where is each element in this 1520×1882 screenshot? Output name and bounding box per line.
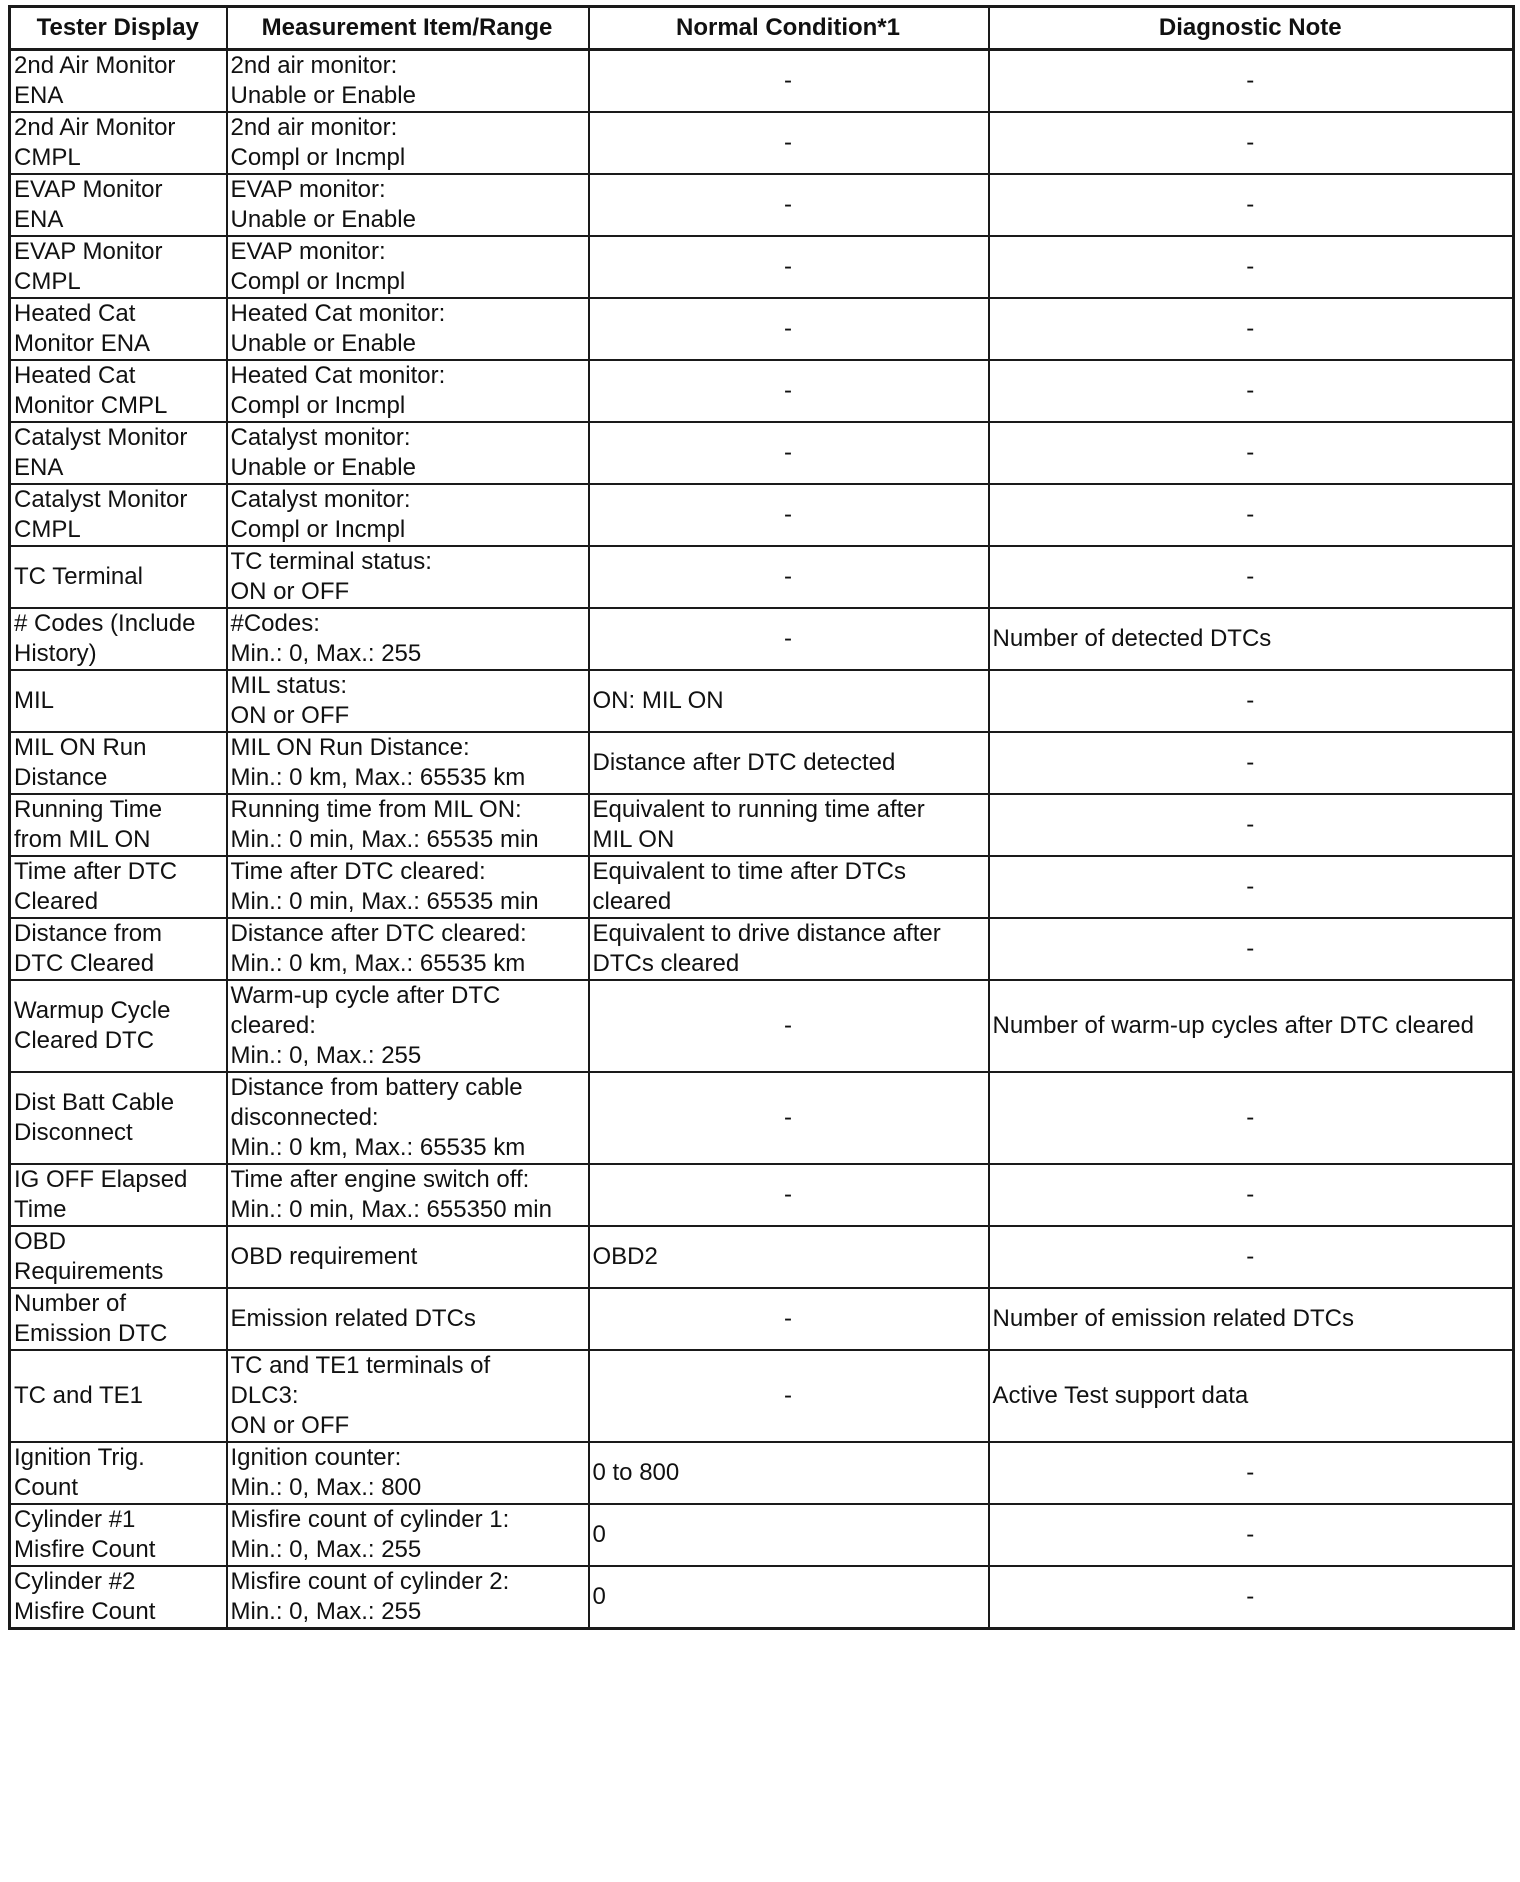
cell-tester-display: Running Time from MIL ON	[10, 794, 227, 856]
cell-diagnostic-note: -	[989, 546, 1514, 608]
cell-normal-condition: -	[589, 1164, 989, 1226]
cell-measurement-item: 2nd air monitor: Unable or Enable	[227, 50, 589, 113]
cell-measurement-item: Heated Cat monitor: Compl or Incmpl	[227, 360, 589, 422]
cell-diagnostic-note: Number of emission related DTCs	[989, 1288, 1514, 1350]
cell-diagnostic-note: Number of detected DTCs	[989, 608, 1514, 670]
cell-tester-display: Ignition Trig. Count	[10, 1442, 227, 1504]
data-list-table	[8, 5, 1515, 1630]
cell-normal-condition: 0 to 800	[589, 1442, 989, 1504]
table-row	[10, 670, 1514, 732]
header-normal-condition: Normal Condition*1	[589, 7, 989, 50]
cell-diagnostic-note: -	[989, 298, 1514, 360]
cell-normal-condition: -	[589, 236, 989, 298]
header-tester-display: Tester Display	[10, 7, 227, 50]
table-row	[10, 546, 1514, 608]
cell-measurement-item: Heated Cat monitor: Unable or Enable	[227, 298, 589, 360]
cell-normal-condition: OBD2	[589, 1226, 989, 1288]
cell-tester-display: Number of Emission DTC	[10, 1288, 227, 1350]
cell-diagnostic-note: -	[989, 1566, 1514, 1629]
cell-normal-condition: ON: MIL ON	[589, 670, 989, 732]
cell-tester-display: Catalyst Monitor ENA	[10, 422, 227, 484]
table-body	[10, 50, 1514, 1629]
cell-diagnostic-note: -	[989, 50, 1514, 113]
cell-tester-display: MIL ON Run Distance	[10, 732, 227, 794]
table-row	[10, 236, 1514, 298]
cell-measurement-item: #Codes: Min.: 0, Max.: 255	[227, 608, 589, 670]
table-row	[10, 856, 1514, 918]
cell-measurement-item: TC and TE1 terminals of DLC3: ON or OFF	[227, 1350, 589, 1442]
cell-diagnostic-note: -	[989, 1072, 1514, 1164]
cell-diagnostic-note: -	[989, 732, 1514, 794]
data-list-table-wrapper	[8, 5, 1512, 1630]
cell-measurement-item: Ignition counter: Min.: 0, Max.: 800	[227, 1442, 589, 1504]
cell-tester-display: Heated Cat Monitor ENA	[10, 298, 227, 360]
cell-diagnostic-note: -	[989, 360, 1514, 422]
cell-normal-condition: Equivalent to running time after MIL ON	[589, 794, 989, 856]
cell-normal-condition: 0	[589, 1566, 989, 1629]
cell-measurement-item: MIL status: ON or OFF	[227, 670, 589, 732]
cell-tester-display: 2nd Air Monitor CMPL	[10, 112, 227, 174]
cell-diagnostic-note: -	[989, 112, 1514, 174]
cell-tester-display: # Codes (Include History)	[10, 608, 227, 670]
cell-measurement-item: Distance after DTC cleared: Min.: 0 km, Max.: 65535 km	[227, 918, 589, 980]
cell-normal-condition: Distance after DTC detected	[589, 732, 989, 794]
cell-diagnostic-note: Number of warm-up cycles after DTC cleared	[989, 980, 1514, 1072]
cell-measurement-item: Time after DTC cleared: Min.: 0 min, Max.: 65535 min	[227, 856, 589, 918]
table-row	[10, 360, 1514, 422]
cell-normal-condition: -	[589, 360, 989, 422]
cell-measurement-item: Running time from MIL ON: Min.: 0 min, Max.: 65535 min	[227, 794, 589, 856]
cell-normal-condition: -	[589, 1288, 989, 1350]
cell-measurement-item: OBD requirement	[227, 1226, 589, 1288]
cell-normal-condition: 0	[589, 1504, 989, 1566]
table-row	[10, 298, 1514, 360]
table-row	[10, 1566, 1514, 1629]
cell-tester-display: TC Terminal	[10, 546, 227, 608]
table-row	[10, 484, 1514, 546]
cell-normal-condition: Equivalent to drive distance after DTCs cleared	[589, 918, 989, 980]
table-row	[10, 1504, 1514, 1566]
cell-measurement-item: Catalyst monitor: Compl or Incmpl	[227, 484, 589, 546]
table-row	[10, 608, 1514, 670]
table-row	[10, 50, 1514, 113]
cell-tester-display: EVAP Monitor ENA	[10, 174, 227, 236]
cell-normal-condition: -	[589, 1350, 989, 1442]
cell-diagnostic-note: -	[989, 794, 1514, 856]
table-row	[10, 1164, 1514, 1226]
cell-normal-condition: -	[589, 484, 989, 546]
cell-normal-condition: -	[589, 112, 989, 174]
table-row	[10, 174, 1514, 236]
cell-tester-display: Catalyst Monitor CMPL	[10, 484, 227, 546]
cell-tester-display: Time after DTC Cleared	[10, 856, 227, 918]
cell-measurement-item: EVAP monitor: Compl or Incmpl	[227, 236, 589, 298]
cell-normal-condition: -	[589, 174, 989, 236]
cell-tester-display: TC and TE1	[10, 1350, 227, 1442]
cell-measurement-item: Warm-up cycle after DTC cleared: Min.: 0, Max.: 255	[227, 980, 589, 1072]
cell-tester-display: Cylinder #2 Misfire Count	[10, 1566, 227, 1629]
cell-measurement-item: Misfire count of cylinder 2: Min.: 0, Max.: 255	[227, 1566, 589, 1629]
table-row	[10, 1442, 1514, 1504]
cell-tester-display: Distance from DTC Cleared	[10, 918, 227, 980]
cell-tester-display: Dist Batt Cable Disconnect	[10, 1072, 227, 1164]
cell-diagnostic-note: -	[989, 1504, 1514, 1566]
cell-tester-display: Heated Cat Monitor CMPL	[10, 360, 227, 422]
cell-diagnostic-note: -	[989, 856, 1514, 918]
cell-normal-condition: -	[589, 50, 989, 113]
cell-tester-display: EVAP Monitor CMPL	[10, 236, 227, 298]
table-row	[10, 1350, 1514, 1442]
table-row	[10, 112, 1514, 174]
cell-normal-condition: -	[589, 298, 989, 360]
table-row	[10, 918, 1514, 980]
cell-tester-display: Cylinder #1 Misfire Count	[10, 1504, 227, 1566]
cell-measurement-item: MIL ON Run Distance: Min.: 0 km, Max.: 65535 km	[227, 732, 589, 794]
cell-measurement-item: Distance from battery cable disconnected: Min.: 0 km, Max.: 65535 km	[227, 1072, 589, 1164]
cell-diagnostic-note: -	[989, 1226, 1514, 1288]
table-row	[10, 732, 1514, 794]
cell-measurement-item: Catalyst monitor: Unable or Enable	[227, 422, 589, 484]
cell-normal-condition: Equivalent to time after DTCs cleared	[589, 856, 989, 918]
table-row	[10, 1288, 1514, 1350]
cell-tester-display: IG OFF Elapsed Time	[10, 1164, 227, 1226]
cell-measurement-item: 2nd air monitor: Compl or Incmpl	[227, 112, 589, 174]
cell-measurement-item: Time after engine switch off: Min.: 0 min, Max.: 655350 min	[227, 1164, 589, 1226]
cell-diagnostic-note: -	[989, 1164, 1514, 1226]
cell-diagnostic-note: -	[989, 174, 1514, 236]
cell-measurement-item: TC terminal status: ON or OFF	[227, 546, 589, 608]
cell-diagnostic-note: -	[989, 422, 1514, 484]
cell-diagnostic-note: -	[989, 484, 1514, 546]
cell-normal-condition: -	[589, 608, 989, 670]
cell-tester-display: Warmup Cycle Cleared DTC	[10, 980, 227, 1072]
cell-tester-display: MIL	[10, 670, 227, 732]
cell-measurement-item: Emission related DTCs	[227, 1288, 589, 1350]
cell-diagnostic-note: -	[989, 670, 1514, 732]
table-row	[10, 1072, 1514, 1164]
cell-normal-condition: -	[589, 422, 989, 484]
table-row	[10, 980, 1514, 1072]
cell-tester-display: OBD Requirements	[10, 1226, 227, 1288]
cell-diagnostic-note: -	[989, 918, 1514, 980]
cell-diagnostic-note: -	[989, 236, 1514, 298]
cell-tester-display: 2nd Air Monitor ENA	[10, 50, 227, 113]
table-row	[10, 794, 1514, 856]
cell-normal-condition: -	[589, 546, 989, 608]
table-row	[10, 1226, 1514, 1288]
header-measurement-item: Measurement Item/Range	[227, 7, 589, 50]
cell-measurement-item: EVAP monitor: Unable or Enable	[227, 174, 589, 236]
cell-normal-condition: -	[589, 1072, 989, 1164]
header-diagnostic-note: Diagnostic Note	[989, 7, 1514, 50]
cell-measurement-item: Misfire count of cylinder 1: Min.: 0, Max.: 255	[227, 1504, 589, 1566]
cell-normal-condition: -	[589, 980, 989, 1072]
cell-diagnostic-note: -	[989, 1442, 1514, 1504]
cell-diagnostic-note: Active Test support data	[989, 1350, 1514, 1442]
table-header-row	[10, 7, 1514, 50]
table-row	[10, 422, 1514, 484]
